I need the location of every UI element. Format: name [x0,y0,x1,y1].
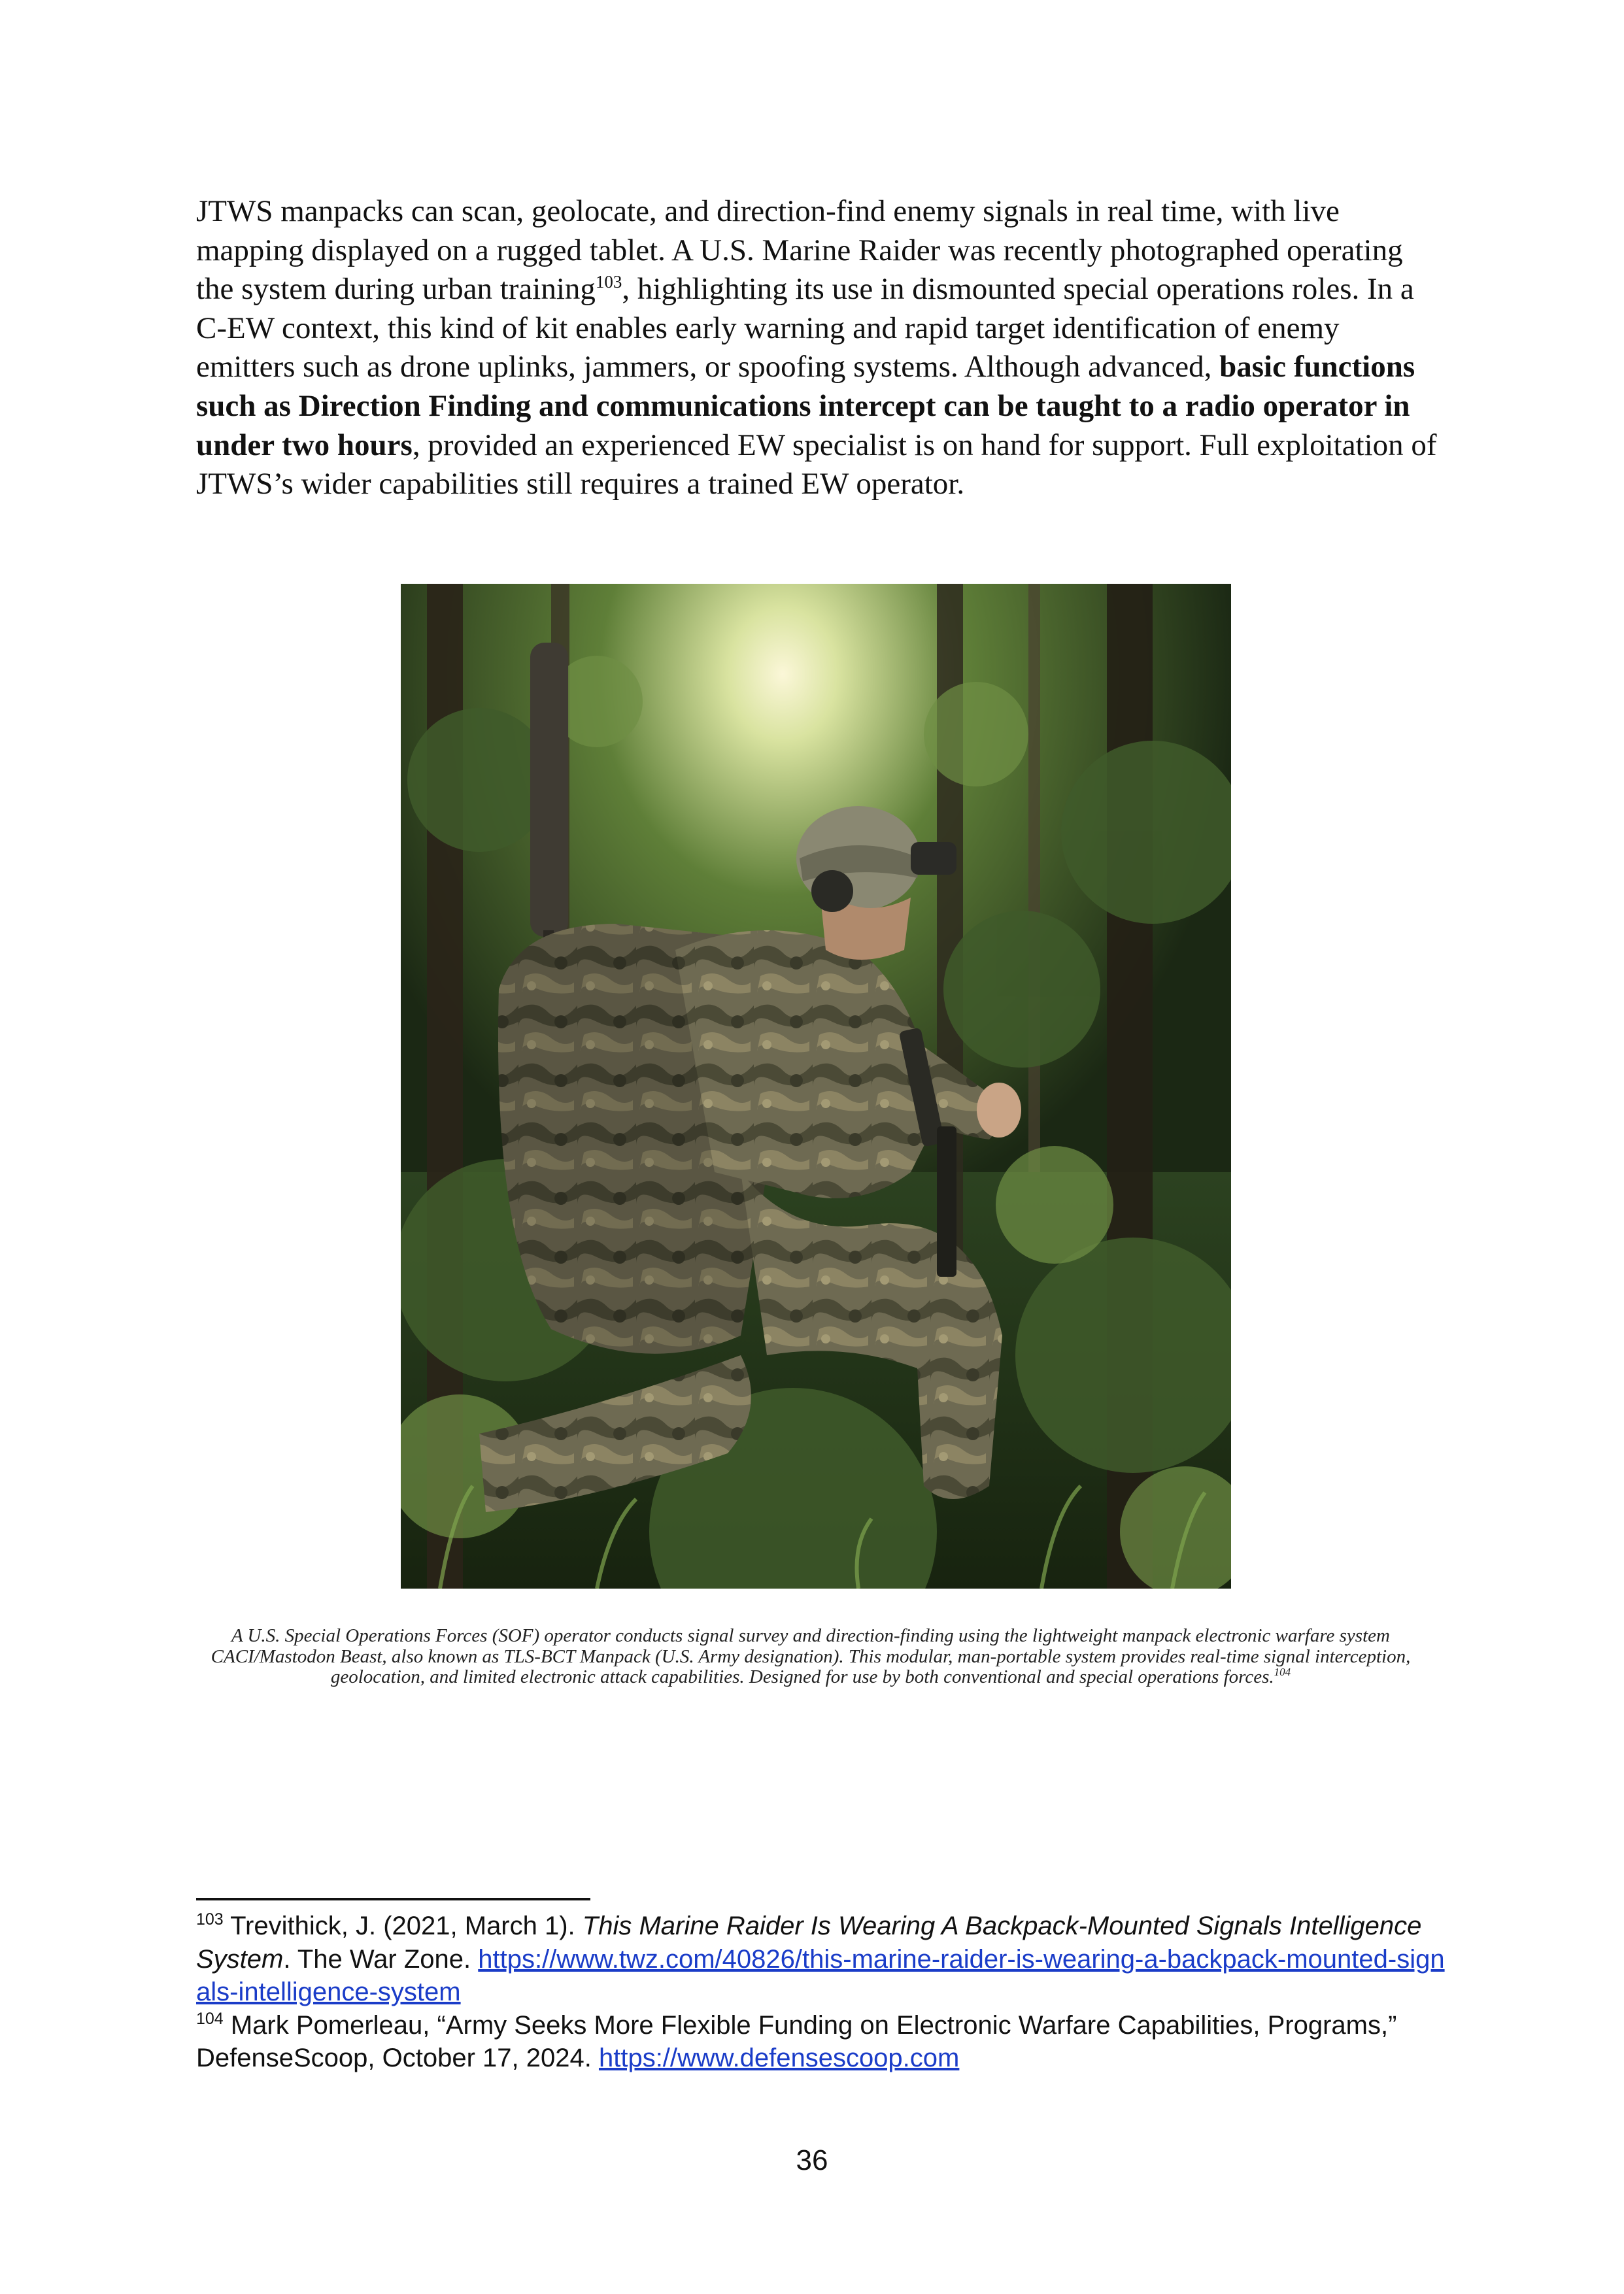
paragraph-bold-text: basic functions such as Direction Finding and communications intercept can be taught to a radio operator in under two hours [196,350,1415,462]
page-number: 36 [796,2144,828,2176]
paragraph-text-mid: , highlighting its use in dismounted special operations roles. In a C-EW context, this kind of kit enables early warning and rapid target identification of enemy emitters such as drone uplinks, jammers, or spoofing systems. Although advanced, [196,272,1414,384]
paragraph-text-end: , provided an experienced EW specialist is on hand for support. Full exploitation of JTWS’s wider capabilities still requires a trained EW operator. [196,428,1437,501]
soldier-forest-photo [401,584,1231,1589]
footnote-103-link[interactable]: https://www.twz.com/40826/this-marine-raider-is-wearing-a-backpack-mounted-signals-intelligence-system [196,1944,1445,2006]
footnote-ref-103[interactable]: 103 [595,272,622,292]
photo-illustration [401,584,1231,1589]
footnote-number-104: 104 [196,2009,224,2028]
footnote-103-author-date: Trevithick, J. (2021, March 1). [223,1912,583,1940]
footnote-ref-104[interactable]: 104 [1274,1666,1291,1678]
paragraph-text-start: JTWS manpacks can scan, geolocate, and direction-find enemy signals in real time, with live mapping displayed on a rugged tablet. A U.S. Marine Raider was recently photographed operating the system during urban training [196,194,1403,307]
footnote-103-source: . The War Zone. [283,1944,479,1974]
footnotes [196,1910,1451,2075]
footnote-number-103: 103 [196,1910,224,1929]
footnote-103 [196,1910,1451,2009]
body-paragraph [196,192,1438,504]
footnote-104-text: Mark Pomerleau, “Army Seeks More Flexible Funding on Electronic Warfare Capabilities, Programs,” DefenseScoop, October 17, 2024. [196,2010,1397,2072]
footnote-separator [196,1898,590,1900]
figure-caption [196,1626,1425,1688]
footnote-103-title: This Marine Raider Is Wearing A Backpack-Mounted Signals Intelligence System [196,1912,1422,1974]
footnote-104 [196,2009,1451,2075]
figure-caption-text: A U.S. Special Operations Forces (SOF) operator conducts signal survey and direction-finding using the lightweight manpack electronic warfare system CACI/Mastodon Beast, also known as TLS-BCT Manpack (U.S. Army designation). This modular, man-portable system provides real-time signal interception, geolocation, and limited electronic attack capabilities. Designed for use by both conventional and special operations forces. [211,1625,1411,1687]
footnote-104-link[interactable]: https://www.defensescoop.com [598,2044,960,2072]
